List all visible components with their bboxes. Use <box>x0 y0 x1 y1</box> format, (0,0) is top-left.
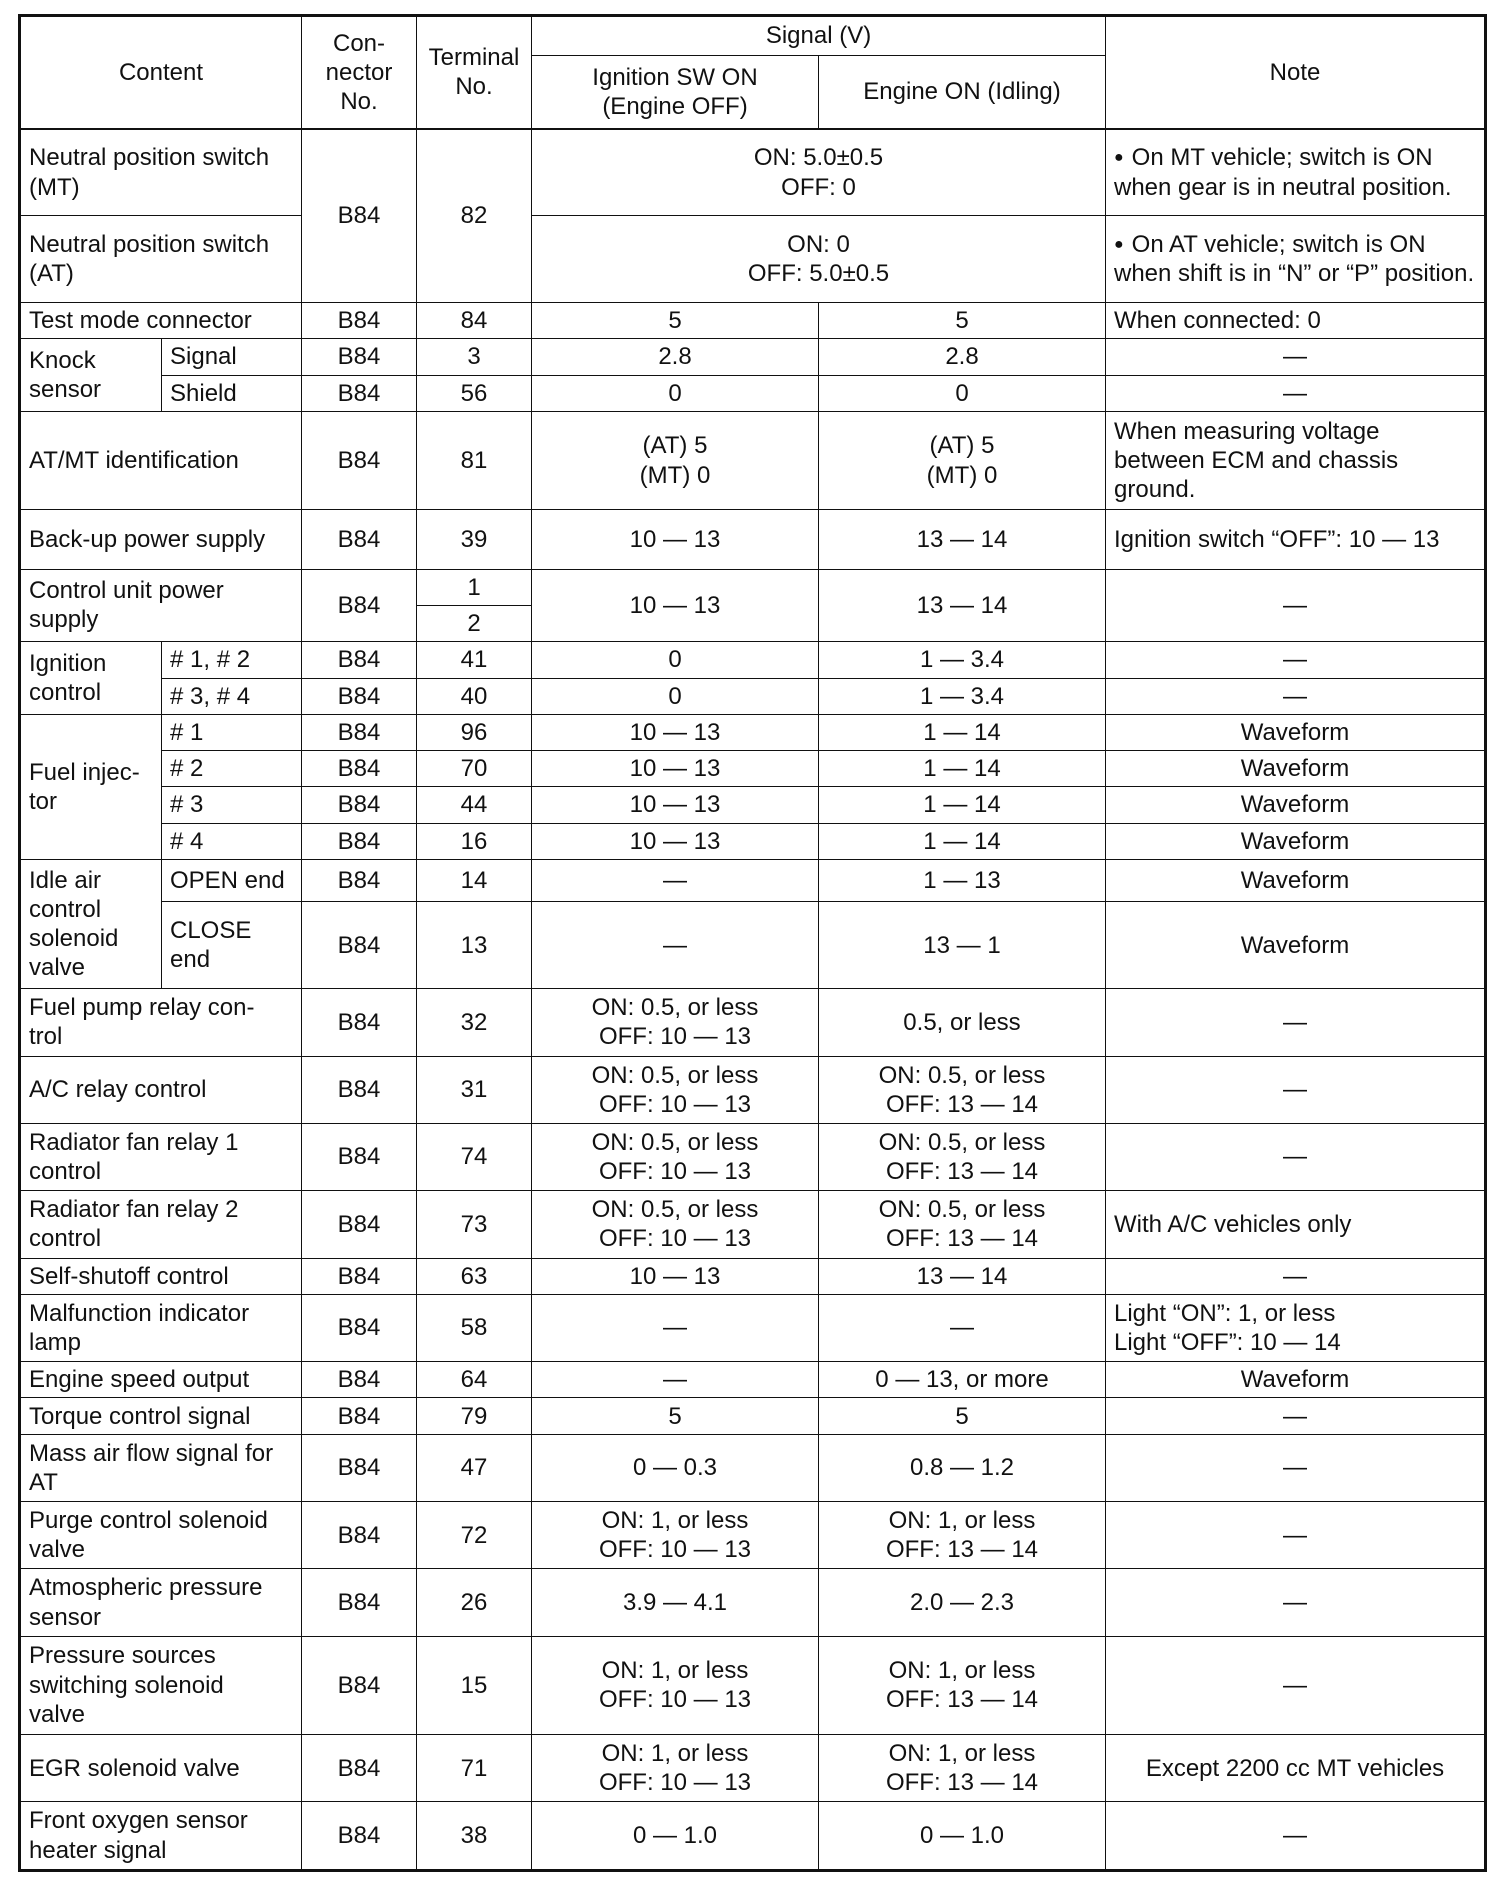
row-connector: B84 <box>302 375 417 411</box>
row-content: Atmospheric pressure sensor <box>20 1569 302 1636</box>
header-signal: Signal (V) <box>532 16 1106 56</box>
row-connector: B84 <box>302 569 417 642</box>
row-terminal: 39 <box>417 510 532 569</box>
row-connector: B84 <box>302 339 417 375</box>
row-terminal: 71 <box>417 1735 532 1802</box>
header-note: Note <box>1106 16 1486 129</box>
row-connector: B84 <box>302 860 417 902</box>
row-sub: Signal <box>162 339 302 375</box>
row-connector: B84 <box>302 1735 417 1802</box>
row-eng: 1 — 14 <box>819 787 1106 823</box>
table-row <box>20 751 1486 787</box>
row-eng: ON: 1, or less OFF: 13 — 14 <box>819 1636 1106 1734</box>
row-eng: 13 — 14 <box>819 510 1106 569</box>
row-note: Light “ON”: 1, or less Light “OFF”: 10 — 14 <box>1106 1294 1486 1361</box>
table-row <box>20 787 1486 823</box>
table-row <box>20 569 1486 605</box>
row-terminal: 26 <box>417 1569 532 1636</box>
row-terminal: 38 <box>417 1802 532 1871</box>
header-connector: Con- nector No. <box>302 16 417 129</box>
row-ign: (AT) 5 (MT) 0 <box>532 412 819 510</box>
table-row <box>20 216 1486 303</box>
row-sub: # 1, # 2 <box>162 642 302 678</box>
row-ign: ON: 1, or less OFF: 10 — 13 <box>532 1636 819 1734</box>
table-row <box>20 823 1486 859</box>
table-row <box>20 860 1486 902</box>
row-eng: 1 — 3.4 <box>819 642 1106 678</box>
row-connector: B84 <box>302 1398 417 1434</box>
table-row <box>20 1569 1486 1636</box>
row-content: Engine speed output <box>20 1362 302 1398</box>
row-note: Except 2200 cc MT vehicles <box>1106 1735 1486 1802</box>
row-terminal: 3 <box>417 339 532 375</box>
row-eng: 1 — 14 <box>819 823 1106 859</box>
row-terminal: 41 <box>417 642 532 678</box>
row-note: — <box>1106 1802 1486 1871</box>
row-eng: ON: 1, or less OFF: 13 — 14 <box>819 1502 1106 1569</box>
row-connector: B84 <box>302 412 417 510</box>
row-sub: # 4 <box>162 823 302 859</box>
row-connector: B84 <box>302 1636 417 1734</box>
row-ign: 5 <box>532 303 819 339</box>
row-connector: B84 <box>302 129 417 303</box>
row-content: Purge control solenoid valve <box>20 1502 302 1569</box>
row-sub: CLOSE end <box>162 902 302 989</box>
row-terminal: 96 <box>417 714 532 750</box>
row-ign: ON: 0.5, or less OFF: 10 — 13 <box>532 1191 819 1258</box>
row-note: — <box>1106 1434 1486 1501</box>
row-terminal: 79 <box>417 1398 532 1434</box>
row-terminal: 32 <box>417 989 532 1056</box>
table-row <box>20 129 1486 216</box>
row-note: — <box>1106 339 1486 375</box>
row-sub: Shield <box>162 375 302 411</box>
row-terminal: 1 <box>417 569 532 605</box>
row-terminal: 82 <box>417 129 532 303</box>
row-note: — <box>1106 1636 1486 1734</box>
row-terminal: 64 <box>417 1362 532 1398</box>
table-row <box>20 1191 1486 1258</box>
row-terminal: 47 <box>417 1434 532 1501</box>
row-group: Idle air control solenoid valve <box>20 860 162 989</box>
table-row <box>20 1398 1486 1434</box>
row-connector: B84 <box>302 989 417 1056</box>
bullet-icon <box>1114 144 1132 171</box>
row-eng: 1 — 14 <box>819 714 1106 750</box>
row-signal: ON: 5.0±0.5 OFF: 0 <box>532 129 1106 216</box>
row-ign: 5 <box>532 1398 819 1434</box>
row-ign: 10 — 13 <box>532 823 819 859</box>
row-note: — <box>1106 375 1486 411</box>
table-row <box>20 902 1486 989</box>
row-ign: 0 — 0.3 <box>532 1434 819 1501</box>
row-connector: B84 <box>302 1191 417 1258</box>
table-row <box>20 303 1486 339</box>
row-connector: B84 <box>302 678 417 714</box>
table-row <box>20 1802 1486 1871</box>
row-connector: B84 <box>302 823 417 859</box>
row-note: Waveform <box>1106 714 1486 750</box>
row-content: Neutral position switch (AT) <box>20 216 302 303</box>
row-content: Pressure sources switching solenoid valve <box>20 1636 302 1734</box>
row-eng: — <box>819 1294 1106 1361</box>
row-content: Malfunction indicator lamp <box>20 1294 302 1361</box>
row-eng: 1 — 14 <box>819 751 1106 787</box>
row-connector: B84 <box>302 1258 417 1294</box>
row-note: Waveform <box>1106 860 1486 902</box>
row-content: Radiator fan relay 2 control <box>20 1191 302 1258</box>
table-row <box>20 678 1486 714</box>
row-sub: # 2 <box>162 751 302 787</box>
row-sub: # 1 <box>162 714 302 750</box>
row-group: Knock sensor <box>20 339 162 412</box>
row-connector: B84 <box>302 642 417 678</box>
row-ign: ON: 0.5, or less OFF: 10 — 13 <box>532 989 819 1056</box>
row-ign: 10 — 13 <box>532 569 819 642</box>
row-note: — <box>1106 1123 1486 1190</box>
row-eng: 1 — 3.4 <box>819 678 1106 714</box>
row-note: — <box>1106 989 1486 1056</box>
row-ign: 0 — 1.0 <box>532 1802 819 1871</box>
table-row <box>20 339 1486 375</box>
row-note: Waveform <box>1106 751 1486 787</box>
row-terminal: 63 <box>417 1258 532 1294</box>
row-eng: 0.5, or less <box>819 989 1106 1056</box>
row-note: Waveform <box>1106 823 1486 859</box>
table-row <box>20 1434 1486 1501</box>
row-connector: B84 <box>302 1056 417 1123</box>
row-terminal: 44 <box>417 787 532 823</box>
header-content: Content <box>20 16 302 129</box>
row-ign: 10 — 13 <box>532 510 819 569</box>
row-ign: ON: 0.5, or less OFF: 10 — 13 <box>532 1056 819 1123</box>
row-terminal: 31 <box>417 1056 532 1123</box>
row-note: Waveform <box>1106 1362 1486 1398</box>
row-note: — <box>1106 1258 1486 1294</box>
row-terminal: 74 <box>417 1123 532 1190</box>
row-eng: 2.0 — 2.3 <box>819 1569 1106 1636</box>
row-connector: B84 <box>302 303 417 339</box>
row-ign: 0 <box>532 375 819 411</box>
row-sub: OPEN end <box>162 860 302 902</box>
row-note-text: On MT vehicle; switch is ON when gear is in neutral position. <box>1114 144 1452 201</box>
row-eng: ON: 0.5, or less OFF: 13 — 14 <box>819 1056 1106 1123</box>
table-row <box>20 1502 1486 1569</box>
row-connector: B84 <box>302 751 417 787</box>
row-note: With A/C vehicles only <box>1106 1191 1486 1258</box>
table-row <box>20 714 1486 750</box>
row-eng: 0 <box>819 375 1106 411</box>
row-terminal: 16 <box>417 823 532 859</box>
row-content: Mass air flow signal for AT <box>20 1434 302 1501</box>
row-note-text: On AT vehicle; switch is ON when shift is in “N” or “P” position. <box>1114 230 1475 288</box>
row-eng: 13 — 1 <box>819 902 1106 989</box>
header-engine-on: Engine ON (Idling) <box>819 56 1106 129</box>
table-row <box>20 1735 1486 1802</box>
row-connector: B84 <box>302 1569 417 1636</box>
row-eng: ON: 1, or less OFF: 13 — 14 <box>819 1735 1106 1802</box>
row-connector: B84 <box>302 787 417 823</box>
row-note: — <box>1106 642 1486 678</box>
row-ign: 0 <box>532 678 819 714</box>
row-ign: — <box>532 1294 819 1361</box>
row-content: Self-shutoff control <box>20 1258 302 1294</box>
row-connector: B84 <box>302 1294 417 1361</box>
row-connector: B84 <box>302 1802 417 1871</box>
row-signal: ON: 0 OFF: 5.0±0.5 <box>532 216 1106 303</box>
row-connector: B84 <box>302 510 417 569</box>
row-terminal: 40 <box>417 678 532 714</box>
header-terminal: Terminal No. <box>417 16 532 129</box>
row-connector: B84 <box>302 1502 417 1569</box>
table-row <box>20 989 1486 1056</box>
row-connector: B84 <box>302 1362 417 1398</box>
row-terminal: 15 <box>417 1636 532 1734</box>
row-terminal: 72 <box>417 1502 532 1569</box>
row-content: EGR solenoid valve <box>20 1735 302 1802</box>
row-connector: B84 <box>302 1123 417 1190</box>
row-connector: B84 <box>302 714 417 750</box>
row-note: — <box>1106 569 1486 642</box>
row-connector: B84 <box>302 902 417 989</box>
row-ign: — <box>532 902 819 989</box>
row-terminal: 73 <box>417 1191 532 1258</box>
row-ign: 3.9 — 4.1 <box>532 1569 819 1636</box>
row-terminal: 14 <box>417 860 532 902</box>
row-note: — <box>1106 1502 1486 1569</box>
row-ign: ON: 0.5, or less OFF: 10 — 13 <box>532 1123 819 1190</box>
row-ign: 2.8 <box>532 339 819 375</box>
row-note: Waveform <box>1106 902 1486 989</box>
row-eng: 0 — 13, or more <box>819 1362 1106 1398</box>
table-row <box>20 510 1486 569</box>
row-sub: # 3, # 4 <box>162 678 302 714</box>
row-content: Test mode connector <box>20 303 302 339</box>
table-row <box>20 1294 1486 1361</box>
row-eng: 5 <box>819 303 1106 339</box>
row-eng: 13 — 14 <box>819 569 1106 642</box>
row-group: Ignition control <box>20 642 162 715</box>
table-row <box>20 1056 1486 1123</box>
row-content: Neutral position switch (MT) <box>20 129 302 216</box>
row-eng: ON: 0.5, or less OFF: 13 — 14 <box>819 1191 1106 1258</box>
row-note: When connected: 0 <box>1106 303 1486 339</box>
row-eng: ON: 0.5, or less OFF: 13 — 14 <box>819 1123 1106 1190</box>
row-terminal: 56 <box>417 375 532 411</box>
row-connector: B84 <box>302 1434 417 1501</box>
row-note: — <box>1106 1056 1486 1123</box>
row-content: Fuel pump relay con- trol <box>20 989 302 1056</box>
row-eng: 0.8 — 1.2 <box>819 1434 1106 1501</box>
row-content: Back-up power supply <box>20 510 302 569</box>
row-content: Control unit power supply <box>20 569 302 642</box>
row-ign: 0 <box>532 642 819 678</box>
row-content: Front oxygen sensor heater signal <box>20 1802 302 1871</box>
header-ignition-on: Ignition SW ON (Engine OFF) <box>532 56 819 129</box>
ecm-signal-table <box>18 14 1487 1872</box>
row-terminal: 81 <box>417 412 532 510</box>
row-eng: 1 — 13 <box>819 860 1106 902</box>
row-ign: 10 — 13 <box>532 1258 819 1294</box>
row-note: Ignition switch “OFF”: 10 — 13 <box>1106 510 1486 569</box>
table-row <box>20 642 1486 678</box>
table-row <box>20 375 1486 411</box>
row-terminal: 70 <box>417 751 532 787</box>
row-ign: — <box>532 860 819 902</box>
row-ign: 10 — 13 <box>532 751 819 787</box>
row-ign: 10 — 13 <box>532 787 819 823</box>
row-note <box>1106 129 1486 216</box>
row-content: A/C relay control <box>20 1056 302 1123</box>
row-ign: — <box>532 1362 819 1398</box>
row-ign: ON: 1, or less OFF: 10 — 13 <box>532 1735 819 1802</box>
row-note <box>1106 216 1486 303</box>
row-terminal: 2 <box>417 605 532 641</box>
table-row <box>20 1258 1486 1294</box>
row-group: Fuel injec- tor <box>20 714 162 859</box>
row-eng: 2.8 <box>819 339 1106 375</box>
row-content: Torque control signal <box>20 1398 302 1434</box>
table-row <box>20 412 1486 510</box>
row-content: Radiator fan relay 1 control <box>20 1123 302 1190</box>
row-ign: 10 — 13 <box>532 714 819 750</box>
row-eng: 13 — 14 <box>819 1258 1106 1294</box>
row-terminal: 58 <box>417 1294 532 1361</box>
row-sub: # 3 <box>162 787 302 823</box>
bullet-icon <box>1114 231 1132 258</box>
row-note: — <box>1106 678 1486 714</box>
row-note: When measuring voltage between ECM and chassis ground. <box>1106 412 1486 510</box>
row-terminal: 84 <box>417 303 532 339</box>
row-eng: (AT) 5 (MT) 0 <box>819 412 1106 510</box>
table-row <box>20 1636 1486 1734</box>
row-ign: ON: 1, or less OFF: 10 — 13 <box>532 1502 819 1569</box>
table-row <box>20 1123 1486 1190</box>
row-terminal: 13 <box>417 902 532 989</box>
row-eng: 5 <box>819 1398 1106 1434</box>
row-content: AT/MT identification <box>20 412 302 510</box>
row-note: — <box>1106 1398 1486 1434</box>
table-row <box>20 1362 1486 1398</box>
row-note: Waveform <box>1106 787 1486 823</box>
row-note: — <box>1106 1569 1486 1636</box>
row-eng: 0 — 1.0 <box>819 1802 1106 1871</box>
